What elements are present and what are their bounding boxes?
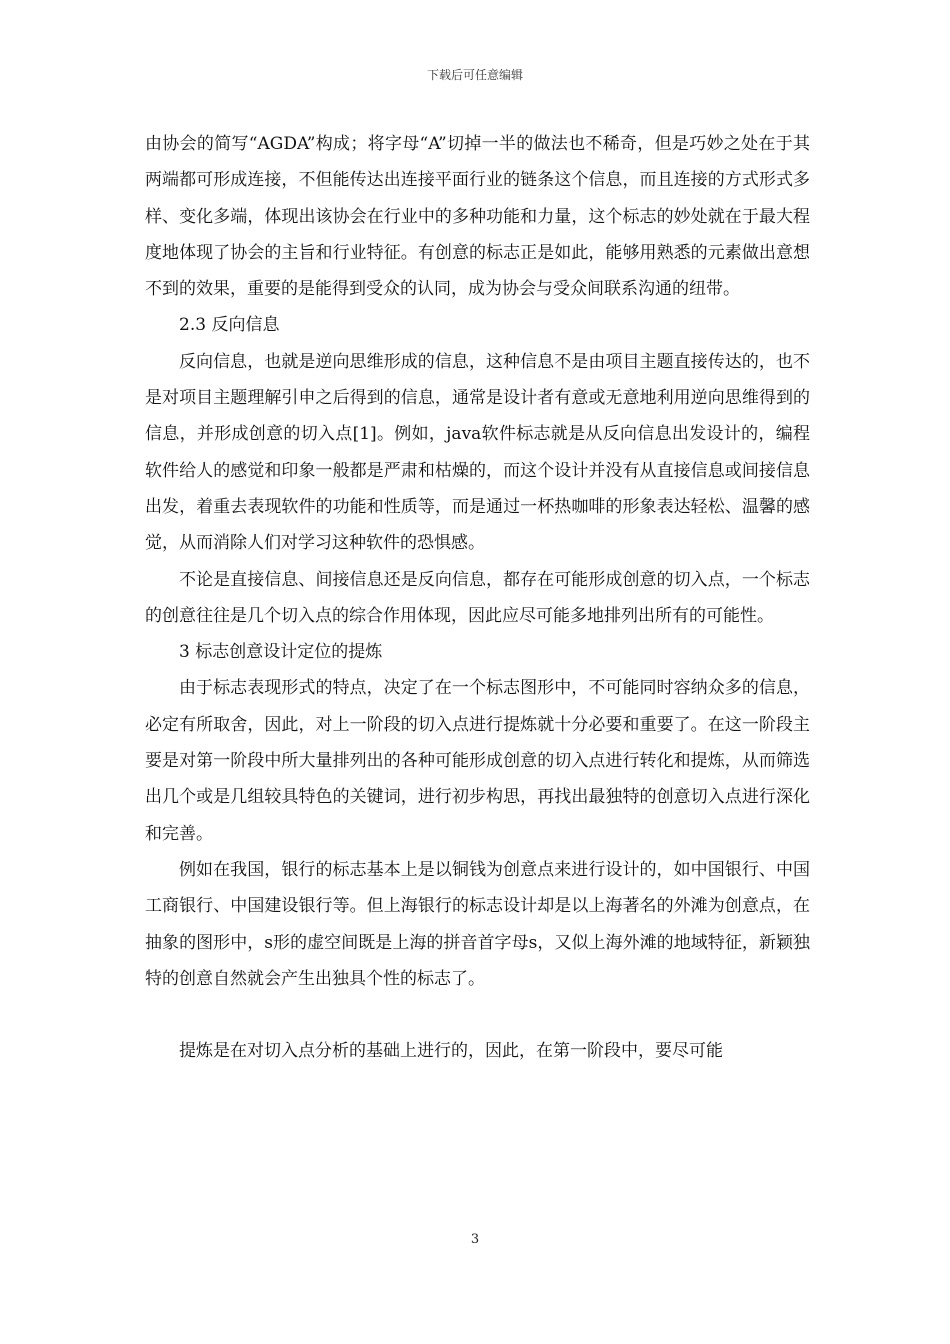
- page-header: 下载后可任意编辑: [426, 68, 523, 82]
- paragraph-entry-points: 不论是直接信息、间接信息还是反向信息，都存在可能形成创意的切入点，一个标志的创意往往是几个切入点的综合作用体现，因此应尽可能多地排列出所有的可能性。: [145, 569, 810, 626]
- section-heading-refinement: 3 标志创意设计定位的提炼: [179, 642, 383, 663]
- paragraph-refinement-basis: 提炼是在对切入点分析的基础上进行的，因此，在第一阶段中，要尽可能: [179, 1041, 723, 1062]
- paragraph-agda-logo: 由协会的简写“AGDA”构成；将字母“A”切掉一半的做法也不稀奇，但是巧妙之处在于其两端都可形成连接，不但能传达出连接平面行业的链条这个信息，而且连接的方式形式多样、变化多端，体现出该协会在行业中的多种功能和力量，这个标志的妙处就在于最大程度地体现了协会的主旨和行业特征。有创意的标志正是如此，能够用熟悉的元素做出意想不到的效果，重要的是能得到受众的认同，成为协会与受众间联系沟通的纽带。: [145, 134, 810, 300]
- paragraph-reverse-info: 反向信息，也就是逆向思维形成的信息，这种信息不是由项目主题直接传达的，也不是对项目主题理解引申之后得到的信息，通常是设计者有意或无意地利用逆向思维得到的信息，并形成创意的切入点[1]。例如，java软件标志就是从反向信息出发设计的，编程软件给人的感觉和印象一般都是严肃和枯燥的，而这个设计并没有从直接信息或间接信息出发，着重去表现软件的功能和性质等，而是通过一杯热咖啡的形象表达轻松、温馨的感觉，从而消除人们对学习这种软件的恐惧感。: [145, 351, 810, 554]
- section-heading-reverse-info: 2.3 反向信息: [179, 315, 280, 336]
- paragraph-bank-example: 例如在我国，银行的标志基本上是以铜钱为创意点来进行设计的，如中国银行、中国工商银行、中国建设银行等。但上海银行的标志设计却是以上海著名的外滩为创意点，在抽象的图形中，s形的虚空间既是上海的拼音首字母s，又似上海外滩的地域特征，新颖独特的创意自然就会产生出独具个性的标志了。: [145, 859, 810, 989]
- paragraph-refinement: 由于标志表现形式的特点，决定了在一个标志图形中，不可能同时容纳众多的信息，必定有所取舍，因此，对上一阶段的切入点进行提炼就十分必要和重要了。在这一阶段主要是对第一阶段中所大量排列出的各种可能形成创意的切入点进行转化和提炼，从而筛选出几个或是几组较具特色的关键词，进行初步构思，再找出最独特的创意切入点进行深化和完善。: [145, 678, 810, 844]
- page-number: 3: [470, 1232, 480, 1247]
- body-text: [145, 126, 810, 1069]
